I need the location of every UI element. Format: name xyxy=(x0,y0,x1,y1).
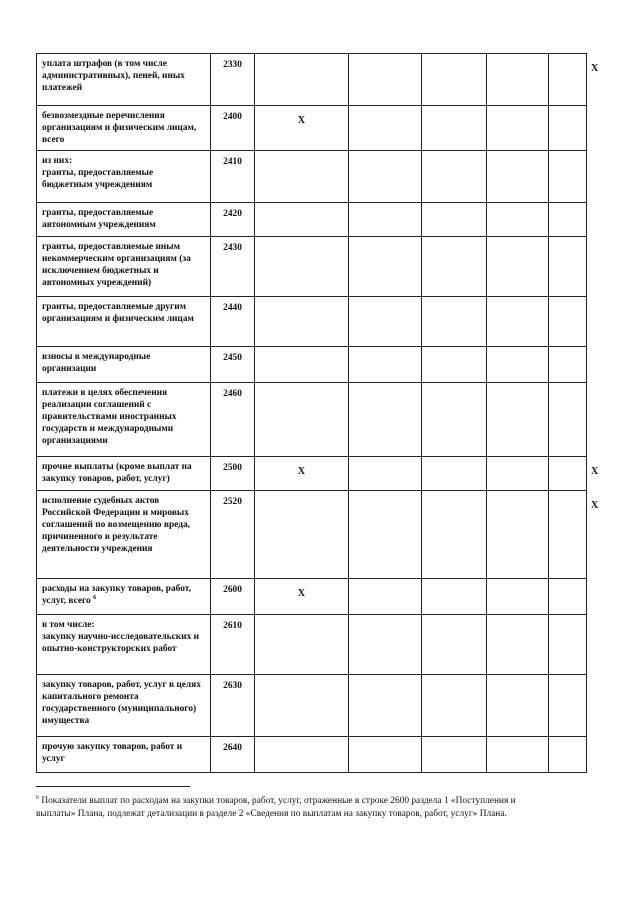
row-label-text: в том числе: xyxy=(42,620,95,630)
value-cell xyxy=(487,237,549,297)
row-code: 2500 xyxy=(211,457,255,491)
row-code: 2460 xyxy=(211,383,255,457)
row-label xyxy=(37,237,211,297)
value-cell xyxy=(487,347,549,383)
row-code: 2600 xyxy=(211,579,255,615)
value-cell xyxy=(349,237,422,297)
row-label-text: исполнение судебных актов Российской Федерации и мировых соглашений по возмещению вреда, причиненного в результате деятельности учреждения xyxy=(42,496,190,554)
table-row xyxy=(37,615,587,675)
value-cell: X xyxy=(255,457,349,491)
row-code: 2640 xyxy=(211,737,255,773)
row-code: 2330 xyxy=(211,54,255,106)
value-cell xyxy=(255,615,349,675)
value-cell xyxy=(549,237,587,297)
value-cell xyxy=(349,347,422,383)
value-cell xyxy=(349,151,422,203)
row-label-text: гранты, предоставляемые другим организациям и физическим лицам xyxy=(42,302,194,324)
value-cell: X xyxy=(255,106,349,151)
row-label-text: из них: xyxy=(42,156,73,166)
value-cell xyxy=(549,297,587,347)
table-row xyxy=(37,579,587,615)
footnote-divider xyxy=(36,786,190,787)
value-cell xyxy=(349,106,422,151)
value-cell xyxy=(255,203,349,237)
row-label-text: расходы на закупку товаров, работ, услуг, всего xyxy=(42,584,192,606)
value-cell xyxy=(422,237,487,297)
value-cell xyxy=(549,106,587,151)
row-label xyxy=(37,106,211,151)
value-cell xyxy=(549,203,587,237)
value-cell xyxy=(255,383,349,457)
footnote-text: Показатели выплат по расходам на закупки товаров, работ, услуг, отраженные в строке 2600 раздела 1 «Поступления и выплаты» Плана, подлежат детализации в разделе 2 «Сведения по выплатам на закупку товаров, работ, услуг» Плана. xyxy=(36,796,516,819)
row-label-text: платежи в целях обеспечения реализации соглашений с правительствами иностранных государств и международными организациями xyxy=(42,388,177,446)
row-code: 2450 xyxy=(211,347,255,383)
table-row xyxy=(37,347,587,383)
row-label-text: гранты, предоставляемые иным некоммерческим организациям (за исключением бюджетных и автономных учреждений) xyxy=(42,242,191,288)
value-cell xyxy=(487,54,549,106)
value-cell xyxy=(549,347,587,383)
row-code: 2420 xyxy=(211,203,255,237)
row-label xyxy=(37,54,211,106)
value-cell xyxy=(349,737,422,773)
table-row: уплата штрафов (в том числе административных), пеней, иных платежей 2330 X xyxy=(37,54,587,106)
row-label-text: гранты, предоставляемые автономным учреждениям xyxy=(42,208,156,230)
value-cell xyxy=(255,297,349,347)
row-label xyxy=(37,615,211,675)
value-cell xyxy=(422,347,487,383)
value-cell xyxy=(255,491,349,579)
value-cell xyxy=(422,615,487,675)
row-label xyxy=(37,491,211,579)
payments-table xyxy=(36,53,599,773)
value-cell xyxy=(487,203,549,237)
row-code: 2630 xyxy=(211,675,255,737)
value-cell xyxy=(487,106,549,151)
table-row xyxy=(37,297,587,347)
table-body xyxy=(37,54,599,773)
value-cell xyxy=(549,675,587,737)
value-cell xyxy=(349,579,422,615)
table-row xyxy=(37,383,587,457)
table-row xyxy=(37,675,587,737)
value-cell xyxy=(487,737,549,773)
value-cell xyxy=(255,737,349,773)
value-cell xyxy=(422,675,487,737)
value-cell xyxy=(487,579,549,615)
value-cell xyxy=(349,383,422,457)
value-cell xyxy=(549,491,587,579)
value-cell xyxy=(549,151,587,203)
value-cell xyxy=(422,54,487,106)
value-cell xyxy=(549,54,587,106)
footnote-ref: 6 xyxy=(93,594,97,601)
value-cell xyxy=(549,615,587,675)
value-cell xyxy=(487,297,549,347)
row-code: 2440 xyxy=(211,297,255,347)
value-cell xyxy=(422,297,487,347)
value-cell xyxy=(422,383,487,457)
value-cell xyxy=(487,457,549,491)
value-cell xyxy=(549,579,587,615)
value-cell xyxy=(487,151,549,203)
value-cell xyxy=(349,491,422,579)
value-cell xyxy=(349,457,422,491)
row-label-text: закупку товаров, работ, услуг в целях капитального ремонта государственного (муниципального) имущества xyxy=(42,680,201,726)
value-cell xyxy=(349,54,422,106)
row-code: 2610 xyxy=(211,615,255,675)
row-label xyxy=(37,737,211,773)
value-cell xyxy=(549,457,587,491)
row-label-text: уплата штрафов (в том числе административных), пеней, иных платежей xyxy=(42,59,185,93)
row-label-text: прочую закупку товаров, работ и услуг xyxy=(42,742,183,764)
table-row xyxy=(37,203,587,237)
value-cell xyxy=(422,457,487,491)
value-cell xyxy=(487,615,549,675)
row-code: 2400 xyxy=(211,106,255,151)
value-cell xyxy=(349,675,422,737)
table-row xyxy=(37,106,587,151)
table-row: прочие выплаты (кроме выплат на закупку товаров, работ, услуг) 2500 X X xyxy=(37,457,587,491)
value-cell xyxy=(549,737,587,773)
value-cell xyxy=(422,151,487,203)
value-cell xyxy=(255,675,349,737)
row-label-text: закупку научно-исследовательских и опытно-конструкторских работ xyxy=(42,632,200,654)
value-cell xyxy=(487,491,549,579)
value-cell xyxy=(422,737,487,773)
row-code: 2430 xyxy=(211,237,255,297)
row-label xyxy=(37,675,211,737)
value-cell xyxy=(422,106,487,151)
row-label xyxy=(37,151,211,203)
value-cell xyxy=(422,203,487,237)
value-cell xyxy=(422,579,487,615)
row-label xyxy=(37,579,211,615)
value-cell xyxy=(549,383,587,457)
table-row xyxy=(37,151,587,203)
row-label xyxy=(37,383,211,457)
footnote-number: 6 xyxy=(36,794,39,801)
row-label-text: прочие выплаты (кроме выплат на закупку товаров, работ, услуг) xyxy=(42,462,192,484)
value-cell xyxy=(349,203,422,237)
row-code: 2520 xyxy=(211,491,255,579)
row-label-text: безвозмездные перечисления организациям и физическим лицам, всего xyxy=(42,111,197,145)
row-label xyxy=(37,203,211,237)
row-label-text: взносы в международные организации xyxy=(42,352,151,374)
value-cell xyxy=(255,347,349,383)
value-cell xyxy=(422,491,487,579)
value-cell xyxy=(487,383,549,457)
row-label xyxy=(37,297,211,347)
value-cell xyxy=(255,151,349,203)
table-row xyxy=(37,237,587,297)
row-code: 2410 xyxy=(211,151,255,203)
table-row: исполнение судебных актов Российской Федерации и мировых соглашений по возмещению вреда, причиненного в результате деятельности учреждения 2520 X xyxy=(37,491,587,579)
value-cell xyxy=(349,615,422,675)
value-cell: X xyxy=(255,579,349,615)
value-cell xyxy=(255,237,349,297)
footnote xyxy=(36,795,536,821)
value-cell xyxy=(349,297,422,347)
table-row xyxy=(37,737,587,773)
value-cell xyxy=(255,54,349,106)
row-label xyxy=(37,347,211,383)
row-label-text: гранты, предоставляемые бюджетным учреждениям xyxy=(42,168,154,190)
value-cell xyxy=(487,675,549,737)
row-label xyxy=(37,457,211,491)
